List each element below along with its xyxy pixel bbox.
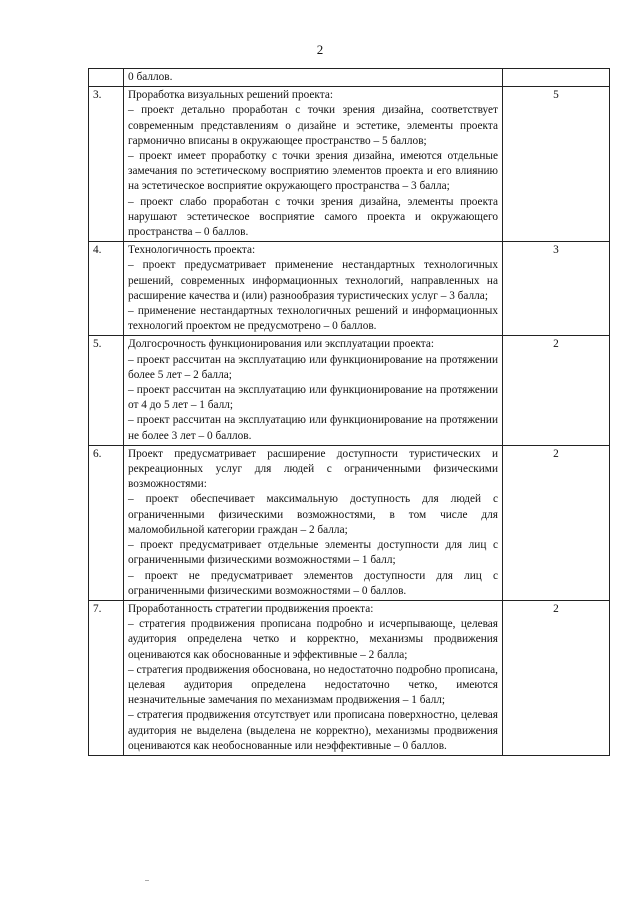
criterion-option: – проект не предусматривает элементов доступности для лиц с ограниченными физическими возможностями – 0 баллов. [128, 569, 498, 597]
criterion-option: – стратегия продвижения отсутствует или прописана поверхностно, целевая аудитория не выделена (выделена не корректно), механизмы продвижения оцениваются как необоснованные или неэффективные – 0 баллов. [128, 709, 498, 752]
criterion-number [89, 69, 124, 87]
criterion-title: Долгосрочность функционирования или эксплуатации проекта: [128, 338, 435, 351]
criterion-title: Проект предусматривает расширение доступности туристических и рекреационных услуг для людей с ограниченными физическими возможностями: [128, 447, 498, 491]
criterion-description [124, 242, 503, 336]
criterion-option: – проект рассчитан на эксплуатацию или функционирование на протяжении не более 3 лет – 0 баллов. [128, 414, 498, 442]
criterion-score: 2 [503, 445, 610, 600]
criterion-option: – проект рассчитан на эксплуатацию или функционирование на протяжении более 5 лет – 2 балла; [128, 353, 498, 381]
criterion-number: 5. [89, 336, 124, 445]
criteria-row [89, 336, 610, 445]
criterion-option: – проект рассчитан на эксплуатацию или функционирование на протяжении от 4 до 5 лет – 1 балл; [128, 384, 498, 412]
criterion-option: – проект слабо проработан с точки зрения дизайна, элементы проекта нарушают эстетическое восприятие самого проекта и окружающего пространства – 0 баллов. [128, 195, 498, 239]
criteria-table [88, 68, 610, 756]
criterion-option: – проект имеет проработку с точки зрения дизайна, имеются отдельные замечания по эстетическому восприятию элементов проекта и его влиянию на эстетическое восприятие окружающего пространства – 3 балла; [128, 150, 498, 193]
criterion-score: 3 [503, 242, 610, 336]
criterion-score: 2 [503, 336, 610, 445]
page-number: 2 [316, 42, 324, 57]
criterion-description [124, 69, 503, 87]
criterion-score: 2 [503, 600, 610, 755]
scan-speck [145, 880, 149, 881]
criterion-score [503, 69, 610, 87]
criterion-option: – проект детально проработан с точки зрения дизайна, соответствует современным представлениям о дизайне и эстетике, элементы проекта гармонично вписаны в окружающее пространство – 5 баллов; [128, 104, 498, 147]
criterion-description [124, 336, 503, 445]
criterion-number: 7. [89, 600, 124, 755]
criterion-number: 4. [89, 242, 124, 336]
criterion-option: – стратегия продвижения прописана подробно и исчерпывающе, целевая аудитория определена четко и корректно, механизмы продвижения оцениваются как обоснованные и эффективные – 2 балла; [128, 618, 498, 661]
criteria-row [89, 600, 610, 755]
criteria-row [89, 87, 610, 242]
criteria-row [89, 69, 610, 87]
criterion-title: Проработка визуальных решений проекта: [128, 89, 333, 102]
criterion-description [124, 445, 503, 600]
criteria-row [89, 445, 610, 600]
criterion-option: – применение нестандартных технологичных решений и информационных технологий проектом не предусмотрено – 0 баллов. [128, 305, 498, 333]
criterion-option: – проект предусматривает отдельные элементы доступности для лиц с ограниченными физическими возможностями – 1 балл; [128, 539, 498, 567]
criterion-score: 5 [503, 87, 610, 242]
criterion-option: – стратегия продвижения обоснована, но недостаточно подробно прописана, целевая аудитория определена недостаточно четко, имеются незначительные замечания по механизмам продвижения – 1 балл; [128, 663, 498, 707]
criterion-option: 0 баллов. [128, 71, 173, 83]
criteria-row [89, 242, 610, 336]
criterion-description [124, 600, 503, 755]
criterion-title: Технологичность проекта: [128, 244, 256, 257]
criterion-number: 6. [89, 445, 124, 600]
criterion-option: – проект обеспечивает максимальную доступность для людей с ограниченными физическими возможностями, в том числе для маломобильной категории граждан – 2 балла; [128, 493, 498, 536]
criterion-description [124, 87, 503, 242]
criterion-title: Проработанность стратегии продвижения проекта: [128, 602, 374, 615]
criterion-option: – проект предусматривает применение нестандартных технологичных решений, современных информационных технологий, направленных на расширение качества и (или) разнообразия туристических услуг – 3 балла; [128, 259, 498, 302]
criterion-number: 3. [89, 87, 124, 242]
